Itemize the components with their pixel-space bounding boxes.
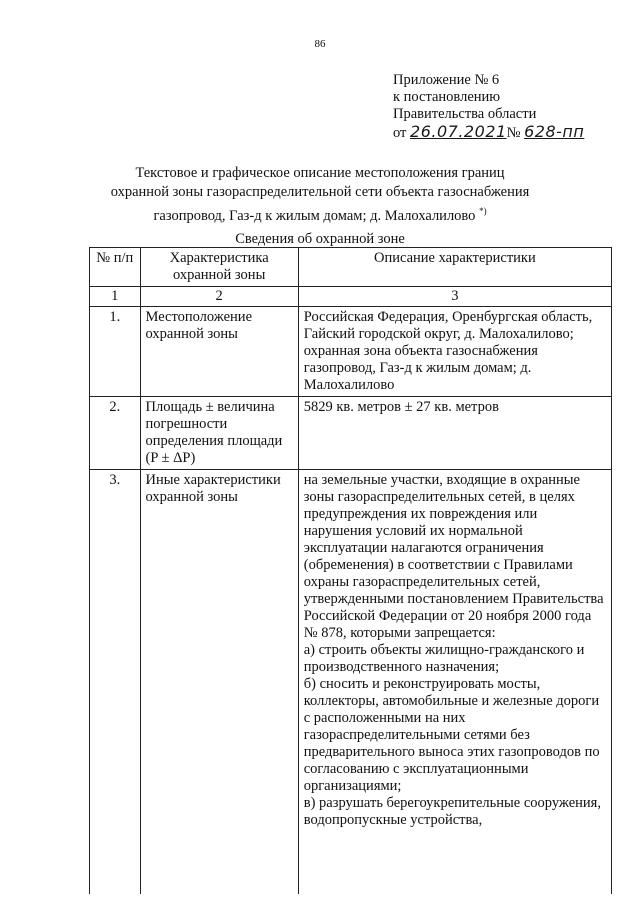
header-cell: № п/п xyxy=(90,248,141,287)
protection-zone-table xyxy=(89,247,612,894)
description-paragraph: на земельные участки, входящие в охранные зоны газораспределительных сетей, в целях предупреждения их повреждения или нарушения условий их нормальной эксплуатации налагаются ограничения (обременения) в соответствии с Правилами охраны газораспределительных сетей, утвержденными постановлением Правительства Российской Федерации от 20 ноября 2000 года № 878, которыми запрещается: xyxy=(303,472,604,641)
row-description xyxy=(298,470,611,895)
header-cell: Характеристика охранной зоны xyxy=(140,248,298,287)
appendix-line: Правительства области xyxy=(393,106,537,122)
row-description: 5829 кв. метров ± 27 кв. метров xyxy=(298,397,611,470)
appendix-line: Приложение № 6 xyxy=(393,72,500,88)
section-heading: Сведения об охранной зоне xyxy=(235,231,405,247)
appendix-line: к постановлению xyxy=(393,89,501,105)
column-number-row xyxy=(90,287,612,307)
column-number: 1 xyxy=(90,287,141,307)
title-line-last xyxy=(60,202,580,226)
description-paragraph: б) сносить и реконструировать мосты, коллекторы, автомобильные и железные дороги с расположенными на них газораспределительными сетями без предварительного выноса этих газопроводов по согласованию с эксплуатационными организациями; xyxy=(303,676,600,794)
row-characteristic: Площадь ± величина погрешности определения площади (P ± ΔP) xyxy=(140,397,298,470)
description-paragraph: а) строить объекты жилищно-гражданского и производственного назначения; xyxy=(303,642,585,675)
row-number: 2. xyxy=(90,397,141,470)
row-number: 1. xyxy=(90,307,141,397)
description-paragraph: в) разрушать берегоукрепительные сооружения, водопропускные устройства, xyxy=(303,795,601,828)
title-line: Текстовое и графическое описание местоположения границ xyxy=(135,165,505,181)
handwritten-date: 26.07.2021 xyxy=(410,122,507,141)
column-number: 3 xyxy=(298,287,611,307)
appendix-header xyxy=(393,72,584,142)
column-number: 2 xyxy=(140,287,298,307)
title-line: газопровод, Газ-д к жилым домам; д. Малохалилово xyxy=(153,207,476,224)
table-row xyxy=(90,307,612,397)
row-characteristic: Иные характеристики охранной зоны xyxy=(140,470,298,895)
appendix-date-line xyxy=(393,123,584,142)
date-prefix: от xyxy=(393,125,407,141)
header-cell: Описание характеристики xyxy=(298,248,611,287)
footnote-mark: *) xyxy=(479,206,487,216)
number-prefix: № xyxy=(506,125,521,141)
handwritten-number: 628-пп xyxy=(524,122,585,141)
page-number: 86 xyxy=(314,38,326,50)
table-row xyxy=(90,470,612,895)
row-characteristic: Местоположение охранной зоны xyxy=(140,307,298,397)
row-description: Российская Федерация, Оренбургская область, Гайский городской округ, д. Малохалилово; охранная зона объекта газоснабжения газопровод, Газ-д к жилым домам; д. Малохалилово xyxy=(298,307,611,397)
row-number: 3. xyxy=(90,470,141,895)
document-title xyxy=(60,164,580,226)
table-header-row xyxy=(90,248,612,287)
table-row xyxy=(90,397,612,470)
title-line: охранной зоны газораспределительной сети объекта газоснабжения xyxy=(110,184,530,200)
